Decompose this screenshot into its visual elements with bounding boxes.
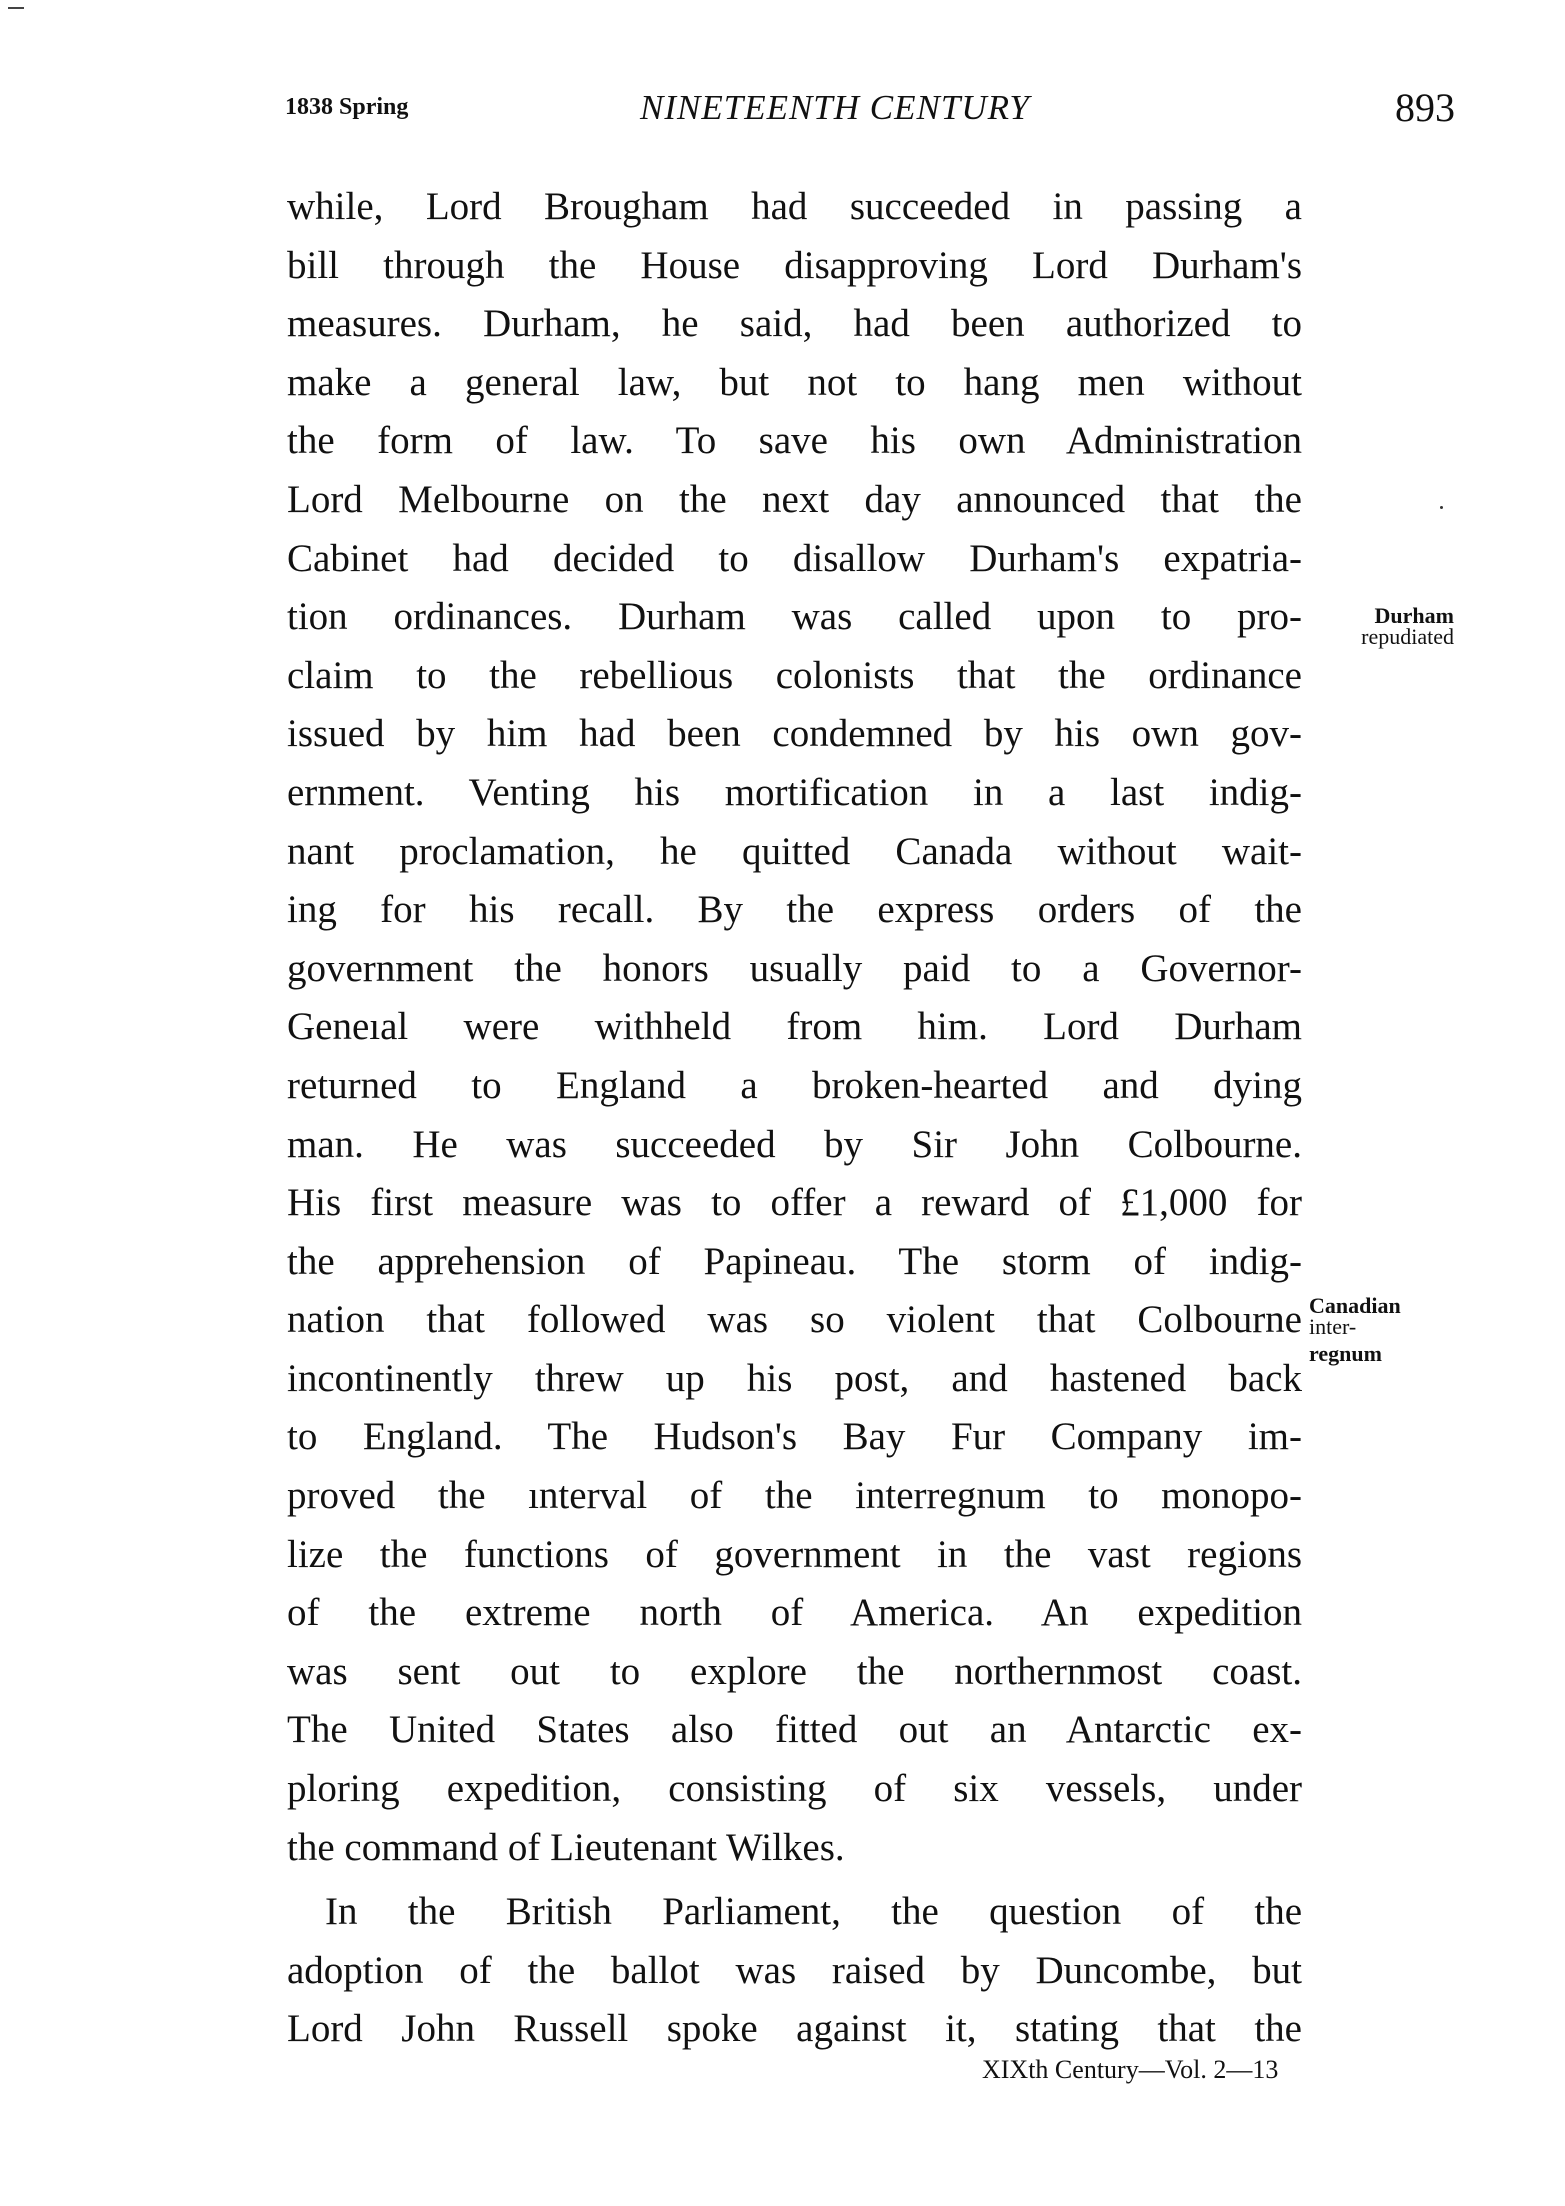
text-line-content: incontinently threw up his post, and hastened back <box>287 1356 1302 1400</box>
text-line-content: the form of law. To save his own Administration <box>287 419 1302 463</box>
text-line-content: The United States also fitted out an Antarctic ex- <box>287 1708 1302 1752</box>
text-line <box>287 1942 1302 2001</box>
margin-note-line: regnum <box>1309 1341 1382 1366</box>
text-line <box>287 1643 1302 1702</box>
text-line-content: Lord John Russell spoke against it, stating that the <box>287 2007 1302 2051</box>
text-line <box>287 823 1302 882</box>
text-line-content: lize the functions of government in the vast regions <box>287 1532 1302 1576</box>
text-line <box>287 178 1302 237</box>
text-line <box>287 2000 1302 2059</box>
text-line-content: the apprehension of Papineau. The storm of indig- <box>287 1239 1302 1283</box>
body-text <box>287 178 1302 2059</box>
scan-mark <box>8 7 24 9</box>
text-line-content: In the British Parliament, the question of the <box>325 1890 1302 1934</box>
margin-note-line: Canadian <box>1309 1293 1401 1318</box>
text-line-content: Cabinet had decided to disallow Durham's expatria- <box>287 536 1302 580</box>
text-line-content: to England. The Hudson's Bay Fur Company im- <box>287 1415 1302 1459</box>
text-line <box>287 1883 1302 1942</box>
text-line <box>287 1760 1302 1819</box>
text-line-content: nation that followed was so violent that Colbourne <box>287 1298 1302 1342</box>
text-line <box>287 881 1302 940</box>
text-line <box>287 1233 1302 1292</box>
margin-note-line: Durham <box>1374 603 1454 628</box>
text-line <box>287 1526 1302 1585</box>
text-line <box>287 1408 1302 1467</box>
text-line <box>287 764 1302 823</box>
text-line <box>287 1291 1302 1350</box>
text-line-content: ernment. Venting his mortification in a last indig- <box>287 770 1302 814</box>
text-line-content: returned to England a broken-hearted and dying <box>287 1063 1302 1107</box>
text-line-content: His first measure was to offer a reward of £1,000 for <box>287 1181 1302 1225</box>
text-line <box>287 1174 1302 1233</box>
text-line <box>287 1116 1302 1175</box>
text-line <box>287 295 1302 354</box>
text-line-content: Geneıal were withheld from him. Lord Durham <box>287 1005 1302 1049</box>
text-line <box>287 1584 1302 1643</box>
text-line-content: was sent out to explore the northernmost coast. <box>287 1649 1302 1693</box>
text-line-content: issued by him had been condemned by his own gov- <box>287 712 1302 756</box>
text-line-content: ploring expedition, consisting of six vessels, under <box>287 1767 1302 1811</box>
text-line-content: measures. Durham, he said, had been authorized to <box>287 302 1302 346</box>
text-line <box>287 705 1302 764</box>
text-line-content: adoption of the ballot was raised by Duncombe, but <box>287 1948 1302 1992</box>
text-line <box>287 1467 1302 1526</box>
paragraph <box>287 178 1302 1877</box>
text-line <box>287 1701 1302 1760</box>
text-line <box>287 471 1302 530</box>
text-line-content: proved the ınterval of the interregnum to monopo- <box>287 1474 1302 1518</box>
text-line-content: nant proclamation, he quitted Canada without wait- <box>287 829 1302 873</box>
text-line-content: the command of Lieutenant Wilkes. <box>287 1825 845 1869</box>
running-head-date: 1838 Spring <box>285 94 409 120</box>
text-line-content: bill through the House disapproving Lord Durham's <box>287 243 1302 287</box>
text-line <box>287 1057 1302 1116</box>
text-line-content: tion ordinances. Durham was called upon to pro- <box>287 595 1302 639</box>
text-line <box>287 412 1302 471</box>
text-line <box>287 998 1302 1057</box>
text-line <box>287 940 1302 999</box>
text-line-content: Lord Melbourne on the next day announced that the <box>287 477 1302 521</box>
text-line <box>287 1819 1302 1878</box>
text-line-content: ing for his recall. By the express orders of the <box>287 888 1302 932</box>
text-line <box>287 588 1302 647</box>
text-line <box>287 530 1302 589</box>
running-head-title: NINETEENTH CENTURY <box>640 88 1030 127</box>
print-speck <box>1440 506 1443 509</box>
text-line-content: government the honors usually paid to a Governor- <box>287 946 1302 990</box>
signature-footer: XIXth Century—Vol. 2—13 <box>982 2055 1279 2084</box>
margin-note-line: repudiated <box>1361 624 1454 649</box>
text-line-content: while, Lord Brougham had succeeded in passing a <box>287 185 1302 228</box>
text-line-content: make a general law, but not to hang men without <box>287 360 1302 404</box>
text-line <box>287 1350 1302 1409</box>
margin-note-canadian-interregnum <box>1309 1295 1459 1364</box>
text-line <box>287 237 1302 296</box>
paragraph <box>287 1883 1302 2059</box>
text-line <box>287 354 1302 413</box>
text-line <box>287 647 1302 706</box>
margin-note-durham-repudiated <box>1309 605 1454 647</box>
page-number: 893 <box>1395 85 1455 130</box>
text-line-content: of the extreme north of America. An expedition <box>287 1591 1302 1635</box>
text-line-content: man. He was succeeded by Sir John Colbourne. <box>287 1122 1302 1166</box>
margin-note-line: inter- <box>1309 1314 1357 1339</box>
text-line-content: claim to the rebellious colonists that the ordinance <box>287 653 1302 697</box>
